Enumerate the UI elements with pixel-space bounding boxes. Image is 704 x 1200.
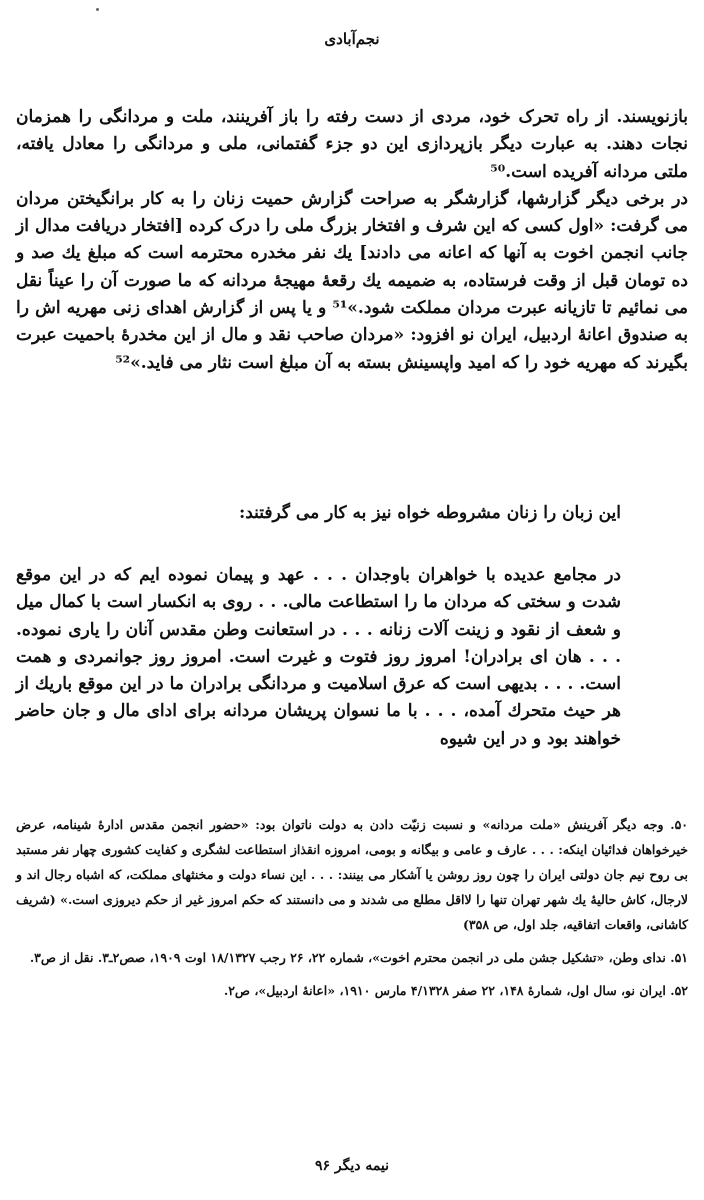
footnote-51: ۵۱. ندای وطن، «تشکیل جشن ملی در انجمن محترم اخوت»، شماره ۲۲، ۲۶ رجب ۱۸/۱۳۲۷ اوت ۱۹۰۹، صص۲ـ۳. نقل از ص۳. [29, 950, 688, 965]
paragraph-2: در برخی دیگر گزارشها، گزارشگر به صراحت گزارش حمیت زنان را به کار برانگیختن مردان می گرفت: «اول کسی که این شرف و افتخار بزرگ ملی را درک کرده [افتخار دریافت مدال از جانب انجمن اخوت به آنها که اعانه می دادند] یك نفر مخدره محترمه است که مبلغ یك صد و ده تومان قبل از وقت فرستاده، به ضمیمه یك رقعهٔ مهیجهٔ مردانه که ما صورت آن را عیناً نقل می نمائیم تا تازیانه عبرت مردان مملکت شود.»⁵¹ و یا پس از گزارش اهدای زنی مهریه اش را به صندوق اعانهٔ اردبیل، ایران نو افزود: «مردان صاحب نقد و مال از این مخدرهٔ باحمیت عبرت بگیرند که مهریه خود را که امید واپسینش بسته به آن مبلغ است نثار می فاید.»⁵² [16, 188, 688, 373]
paragraph-1: بازنویسند. از راه تحرک خود، مردی از دست رفته را باز آفرینند، ملت و مردانگی را همزمان نجات دهند. به عبارت دیگر بازپردازی این دو جزء گفتمانی، ملی و مردانگی را معادل یافته، ملتی مردانه آفریده است.⁵⁰ [16, 107, 688, 182]
footnote-52: ۵۲. ایران نو، سال اول، شمارهٔ ۱۴۸، ۲۲ صفر ۴/۱۳۲۸ مارس ۱۹۱۰، «اعانهٔ اردبیل»، ص۲. [223, 983, 688, 998]
margin-mark [96, 8, 99, 11]
running-header: نجم‌آبادی [324, 30, 380, 48]
footnotes-block [16, 812, 688, 1011]
page-footer: نیمه دیگر ۹۶ [314, 1158, 390, 1174]
footnote-50: ۵۰. وجه دیگر آفرینش «ملت مردانه» و نسبت زنیّت دادن به دولت ناتوان بود: «حضور انجمن مقدس ادارهٔ شینامه، عرض خیرخواهان فدائیان اینکه: . . . عارف و عامی و بیگانه و بومی، امروزه انقذاز استطاعت لشگری و کفایت کشوری چهار نفر مستبد بی روح نیم جان دولتی ایران را چون روز روشن یا آشکار می بینند: . . . این نساء دولت و مخنثهای مملکت، که اشباه رجال اند و لارجال، کاش حالیهٔ یك شهر تهران تنها را لااقل مطلع می شدند و می دانستند که حکم امروز غیر از حکم دیروزی است.» (شریف کاشانی، واقعات اتفاقیه، جلد اول، ص ۳۵۸) [16, 817, 688, 932]
main-text-block [16, 104, 688, 377]
block-quote: در مجامع عدیده با خواهران باوجدان . . . عهد و پیمان نموده ایم که در این موقع شدت و سختی که مردان ما را استطاعت مالی. . . روی به انکسار است با کمال میل و شعف از نقود و زینت آلات زنانه . . . در استعانت وطن مقدس آنان را یاری نموده. . . . هان ای برادران! امروز روز فتوت و غیرت است. امروز روز جوانمردی و همت است. . . . بدیهی است که عرق اسلامیت و مردانگی برادران ما در این موقع باریك از هر حیث متحرك آمده، . . . با ما نسوان پریشان مردانه برای ادای مال و جان حاضر خواهند بود و در این شیوه [16, 565, 621, 749]
quote-intro-line: این زبان را زنان مشروطه خواه نیز به کار می گرفتند: [238, 503, 621, 523]
